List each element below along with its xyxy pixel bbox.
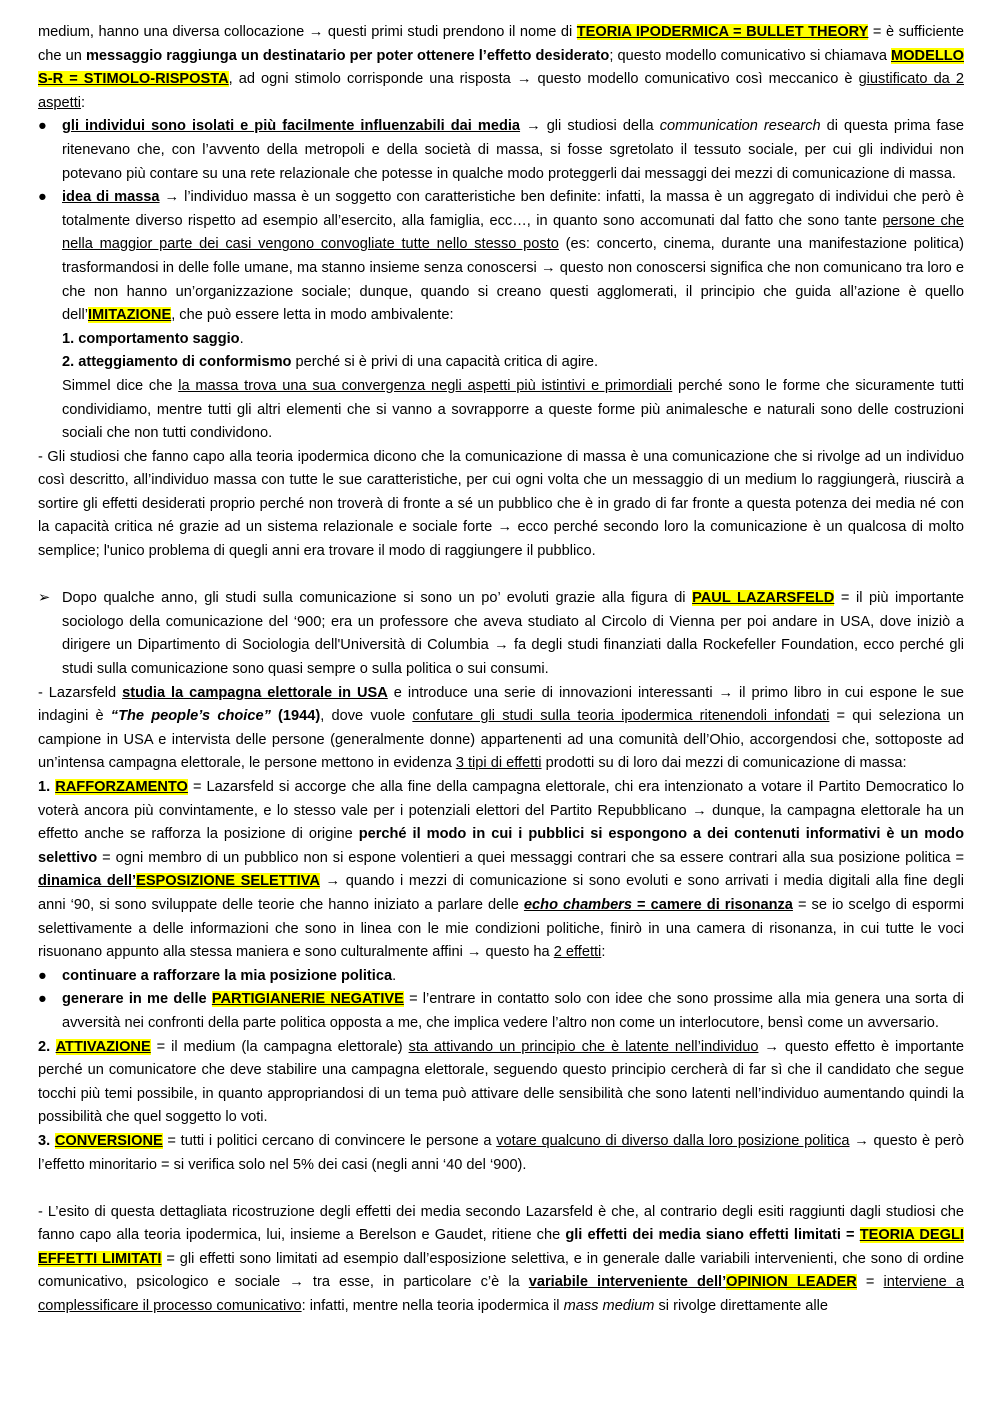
- number-label: 3.: [38, 1132, 55, 1149]
- paragraph-campagna-elettorale: [38, 682, 964, 776]
- text: , ad ogni stimolo corrisponde una risposta → questo modello comunicativo così meccanico è: [228, 71, 859, 88]
- text: medium, hanno una diversa collocazione → questi primi studi prendono il nome di: [38, 24, 577, 40]
- highlight-partigianerie-negative: PARTIGIANERIE NEGATIVE: [211, 991, 404, 1008]
- text: , dove vuole: [320, 708, 413, 725]
- bold-text: (1944): [270, 708, 321, 725]
- bold-underlined-text: idea di massa: [62, 189, 160, 206]
- text: si rivolge direttamente alle: [654, 1298, 829, 1315]
- underlined-text: votare qualcuno di diverso dalla loro posizione politica: [496, 1132, 850, 1149]
- blank-line: [38, 564, 964, 588]
- bold-underlined-text: = camere di risonanza: [631, 896, 793, 913]
- highlight-paul-lazarsfeld: PAUL LAZARSFELD: [692, 590, 835, 607]
- arrow-item-lazarsfeld: [38, 587, 964, 681]
- paragraph-attivazione: [38, 1036, 964, 1130]
- highlight-rafforzamento: RAFFORZAMENTO: [55, 779, 188, 795]
- arrow-bullet-icon: ➢: [38, 590, 51, 607]
- bold-underlined-text: studia la campagna elettorale in USA: [122, 684, 388, 701]
- text: → questo effetto è importante perché un comunicatore che deve stabilire una campagna elettorale, seguendo questo principio cercherà di far sì che il candidato che segue tocchi più temi possibile, in quanto appropriandosi di un tema può attivare delle sensibilità che sono latenti nell’individuo aumentando quindi la possibilità che quel soggetto lo voti.: [38, 1038, 964, 1126]
- paragraph-rafforzamento: [38, 776, 964, 965]
- document-page: [38, 21, 964, 1319]
- highlight-opinion-leader: OPINION LEADER: [726, 1274, 857, 1291]
- text: perché sono le forme che sicuramente tutti condividiamo, mentre tutti gli altri elementi che si vanno a sovrapporre a queste forme più animalesche e naturali sono delle costruzioni sociali che non tutti condividono.: [62, 377, 964, 442]
- highlight-teoria-effetti-limitati: TEORIA DEGLI EFFETTI LIMITATI: [38, 1227, 964, 1267]
- text: - L’esito di questa dettagliata ricostruzione degli effetti dei media secondo Lazarsfeld è che, al contrario degli esiti raggiunti dagli studiosi che fanno capo alla teoria ipodermica, lui, insieme a Berelson e Gaudet, ritiene che: [38, 1203, 964, 1244]
- text: - Lazarsfeld: [38, 684, 123, 701]
- bullet-item-idea-di-massa: [38, 186, 964, 446]
- underlined-text: persone che nella maggior parte dei casi vengono convogliate tutte nello stesso posto: [62, 212, 964, 253]
- blank-line: [38, 1177, 964, 1201]
- bold-text: continuare a rafforzare la mia posizione politica: [62, 967, 393, 984]
- text: , che può essere letta in modo ambivalente:: [171, 307, 454, 324]
- text: → l’individuo massa è un soggetto con caratteristiche ben definite: infatti, la massa è un aggregato di individui che però è totalmente diverso rispetto ad esempio all’esercito, alla famiglia, ecc…, in quanto sono accomunati dal fatto che sono tante: [62, 189, 964, 229]
- bold-underlined-italic-text: echo chambers: [523, 896, 632, 913]
- numbered-line-1: [62, 328, 964, 352]
- bullet-icon: ●: [38, 118, 47, 135]
- text: prodotti su di loro dai mezzi di comunicazione di massa:: [541, 755, 907, 772]
- text: = se io scelgo di espormi selettivamente a delle informazioni che sono in linea con le mie condizioni politiche, finirò in una camera di risonanza, in cui tutte le voci risuonano appunto alla stessa maniera e sono culturalmente affini → questo ha: [38, 896, 964, 961]
- text: =: [856, 1274, 884, 1291]
- bold-text: messaggio raggiunga un destinatario per poter ottenere l’effetto desiderato: [85, 47, 610, 64]
- numbered-line-2: [62, 351, 964, 375]
- underlined-text: 3 tipi di effetti: [455, 755, 542, 772]
- bold-text: 1. comportamento saggio: [62, 330, 240, 347]
- highlight-attivazione: ATTIVAZIONE: [55, 1038, 151, 1055]
- text: = il più importante sociologo della comunicazione del ‘900; era un professore che aveva studiato al Circolo di Vienna per poi andare in USA, dove iniziò a dirigere un Dipartimento di Sociologia dell'Università di Columbia → fa degli studi finanziati dalla Rockefeller Foundation, ecco perché gli studi sulla comunicazione sono quasi sempre o sulla politica o sui consumi.: [62, 590, 965, 678]
- text: → questo è però l’effetto minoritario = si verifica solo nel 5% dei casi (negli anni ‘40 del ‘900).: [38, 1132, 964, 1173]
- paragraph-conversione: [38, 1130, 964, 1177]
- number-label: 2.: [38, 1038, 56, 1055]
- highlight-bullet-theory: TEORIA IPODERMICA = BULLET THEORY: [576, 24, 869, 40]
- highlight-esposizione-selettiva: ESPOSIZIONE SELETTIVA: [136, 873, 320, 890]
- bullet-icon: ●: [38, 991, 47, 1008]
- text: ; questo modello comunicativo si chiamava: [609, 47, 892, 64]
- highlight-imitazione: IMITAZIONE: [87, 307, 172, 324]
- text: :: [81, 94, 86, 111]
- text: → gli studiosi della: [520, 118, 660, 135]
- text: = ogni membro di un pubblico non si espone volentieri a quei messaggi contrari che sa essere contrari alla sua posizione politica =: [97, 849, 964, 866]
- italic-text: communication research: [659, 118, 821, 135]
- bullet-icon: ●: [38, 189, 47, 206]
- bullet-icon: ●: [38, 967, 47, 984]
- text: → quando i mezzi di comunicazione si sono evoluti e sono arrivati i media digitali alla fine degli anni ‘90, si sono sviluppate delle teorie che hanno iniziato a parlare delle: [38, 873, 964, 913]
- bold-text: 2. atteggiamento di conformismo: [62, 354, 292, 371]
- underlined-text: la massa trova una sua convergenza negli aspetti più istintivi e primordiali: [178, 377, 673, 394]
- text: :: [601, 944, 606, 961]
- underlined-text: sta attivando un principio che è latente nell’individuo: [408, 1038, 759, 1055]
- bold-text: perché il modo in cui i pubblici si espongono a dei contenuti informativi è un modo selettivo: [38, 826, 964, 866]
- text: .: [392, 967, 397, 984]
- underlined-text: giustificato da 2 aspetti: [38, 71, 964, 111]
- underlined-text: interviene a complessificare il processo comunicativo: [38, 1274, 964, 1315]
- text: = l’entrare in contatto solo con idee che sono prossime alla mia genera una sorta di avversità nei confronti della parte politica opposta a me, che implica vedere l’altro non come un interlocutore, bensì come un avversario.: [62, 991, 964, 1031]
- paragraph-teoria-ipodermica: - Gli studiosi che fanno capo alla teoria ipodermica dicono che la comunicazione di massa è una comunicazione che si rivolge ad un individuo così descritto, all’individuo massa con tutte le sue caratteristiche, per cui ogni volta che un messaggio di un medium lo raggiungerà, riuscirà a sortire gli effetti desiderati proprio perché non troverà di fronte a sé un pubblico che è in grado di far fronte a questa potenza dei media né con la capacità critica né grazie ad un sistema relazionale e sociale forte → ecco perché secondo loro la comunicazione è un qualcosa di molto semplice; l'unico problema di quegli anni era trovare il modo di raggiungere il pubblico.: [38, 448, 964, 560]
- bold-underlined-text: variabile interveniente dell’: [528, 1274, 727, 1291]
- text: perché si è privi di una capacità critica di agire.: [291, 354, 599, 371]
- text: (es: concerto, cinema, durante una manifestazione politica) trasformandosi in delle folle umane, ma stanno insieme senza conoscersi → questo non conoscersi significa che non comunicano tra loro e che non hanno un’organizzazione sociale; dunque, quando si creano questi agglomerati, il principio che guida all’azione è quello dell’: [62, 236, 964, 324]
- number-label: 1.: [38, 779, 56, 795]
- text: = Lazarsfeld si accorge che alla fine della campagna elettorale, chi era intenzionato a votare il Partito Democratico lo voterà ancora più convintamente, e lo stesso vale per i potenziali elettori del Partito Repubblicano → dunque, la campagna elettorale ha un effetto anche se rafforza la posizione di origine: [38, 779, 964, 843]
- text: = tutti i politici cercano di convincere le persone a: [162, 1132, 497, 1149]
- text: Simmel dice che: [62, 377, 179, 394]
- underlined-text: 2 effetti: [553, 944, 602, 961]
- italic-text: mass medium: [563, 1298, 655, 1315]
- simmel-paragraph: [62, 375, 964, 446]
- highlight-conversione: CONVERSIONE: [54, 1132, 163, 1149]
- text: Dopo qualche anno, gli studi sulla comunicazione si sono un po’ evoluti grazie alla figura di: [62, 590, 693, 607]
- text: : infatti, mentre nella teoria ipodermica il: [301, 1298, 564, 1315]
- bullet-item-individui-isolati: [38, 115, 964, 186]
- text: = qui seleziona un campione in USA e intervista delle persone (generalmente donne) appartenenti ad una comunità dell’Ohio, accorgendosi che, sottoposte ad un’intensa campagna elettorale, le persone mettono in evidenza: [38, 708, 964, 772]
- text: = è sufficiente che un: [38, 24, 965, 64]
- bullet-item-rafforzare: [38, 965, 964, 989]
- highlight-modello-sr: MODELLO S-R = STIMOLO-RISPOSTA: [38, 47, 964, 88]
- bold-underlined-text: gli individui sono isolati e più facilmente influenzabili dai media: [62, 118, 521, 135]
- text: di questa prima fase ritenevano che, con l’avvento della metropoli e della società di massa, si fosse sgretolato il tessuto sociale, per cui gli individui non potevano più contare su una rete relazionale che potesse in qualche modo proteggerli dai messaggi dei mezzi di comunicazione di massa.: [62, 118, 964, 182]
- book-title: “The people’s choice”: [110, 708, 271, 725]
- text: = il medium (la campagna elettorale): [150, 1038, 409, 1055]
- text: .: [239, 330, 244, 347]
- paragraph-bullet-theory: [38, 21, 964, 115]
- paragraph-effetti-limitati: [38, 1201, 964, 1319]
- bold-underlined-text: dinamica dell’: [38, 873, 137, 890]
- bullet-item-partigianerie: [38, 988, 964, 1035]
- bold-text: gli effetti dei media siano effetti limitati =: [565, 1227, 860, 1244]
- underlined-text: confutare gli studi sulla teoria ipodermica ritenendoli infondati: [412, 708, 830, 725]
- text: e introduce una serie di innovazioni interessanti → il primo libro in cui espone le sue indagini è: [38, 684, 964, 725]
- bold-text: generare in me delle: [62, 991, 212, 1008]
- text: = gli effetti sono limitati ad esempio dall’esposizione selettiva, e in generale dalle variabili intervenienti, che sono di ordine comunicativo, psicologico e sociale → tra esse, in particolare c’è la: [38, 1250, 965, 1291]
